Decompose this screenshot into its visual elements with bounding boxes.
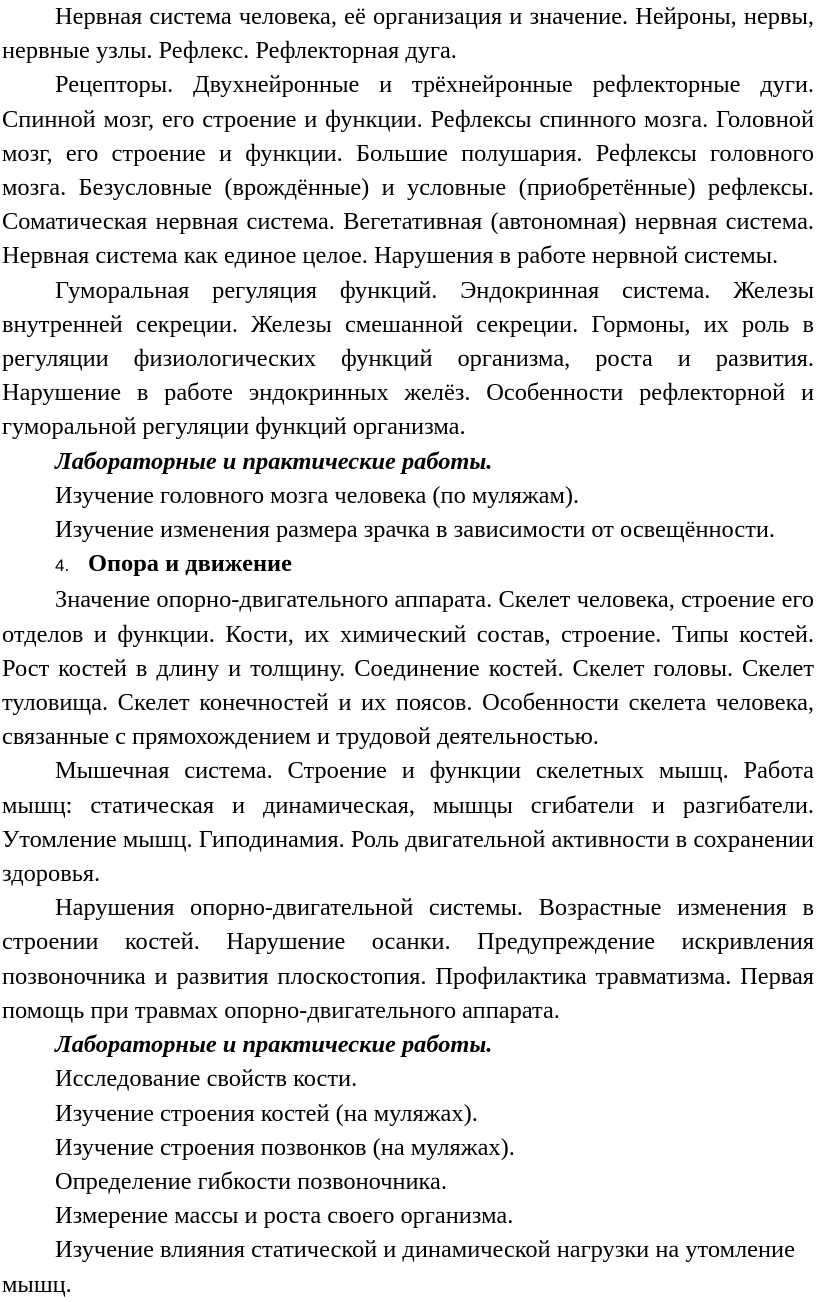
lab-work-item: Изучение строения костей (на муляжах). xyxy=(55,1099,478,1127)
paragraph-nervous-system-intro: Нервная система человека, её организация и значение. Нейроны, нервы, нервные узлы. Рефлекс. Рефлекторная дуга. xyxy=(2,3,814,65)
lab-work-item: Изучение строения позвонков (на муляжах). xyxy=(55,1133,515,1161)
document-page xyxy=(2,0,814,1302)
section-heading xyxy=(2,547,814,583)
lab-work-item: Измерение массы и роста своего организма. xyxy=(55,1202,514,1230)
section-title: Опора и движение xyxy=(88,550,292,578)
lab-works-heading: Лабораторные и практические работы. xyxy=(55,447,493,475)
paragraph-reflex-arcs-brain: Рецепторы. Двухнейронные и трёхнейронные рефлекторные дуги. Спинной мозг, его строение и функции. Рефлексы спинного мозга. Головной мозг, его строение и функции. Большие полушария. Рефлексы головного мозга. Безусловные (врождённые) и условные (приобретённые) рефлексы. Соматическая нервная система. Вегетативная (автономная) нервная система. Нервная система как единое целое. Нарушения в работе нервной системы. xyxy=(2,71,814,270)
lab-work-item: Изучение головного мозга человека (по муляжам). xyxy=(55,481,580,509)
section-number: 4. xyxy=(55,556,70,576)
lab-work-item: Определение гибкости позвоночника. xyxy=(55,1167,447,1195)
paragraph-muscles: Мышечная система. Строение и функции скелетных мышц. Работа мышц: статическая и динамическая, мышцы сгибатели и разгибатели. Утомление мышц. Гиподинамия. Роль двигательной активности в сохранении здоровья. xyxy=(2,757,814,888)
paragraph-humoral-regulation: Гуморальная регуляция функций. Эндокринная система. Железы внутренней секреции. Железы смешанной секреции. Гормоны, их роль в регуляции физиологических функций организма, роста и развития. Нарушение в работе эндокринных желёз. Особенности рефлекторной и гуморальной регуляции функций организма. xyxy=(2,276,814,441)
lab-work-item: Исследование свойств кости. xyxy=(55,1065,358,1093)
lab-work-item: Изучение изменения размера зрачка в зависимости от освещённости. xyxy=(55,516,775,544)
paragraph-skeleton: Значение опорно-двигательного аппарата. Скелет человека, строение его отделов и функции. Кости, их химический состав, строение. Типы костей. Рост костей в длину и толщину. Соединение костей. Скелет головы. Скелет туловища. Скелет конечностей и их поясов. Особенности скелета человека, связанные с прямохождением и трудовой деятельностью. xyxy=(2,586,814,751)
lab-work-item-last: Изучение влияния статической и динамической нагрузки на утомление мышц. xyxy=(2,1236,795,1298)
lab-works-heading: Лабораторные и практические работы. xyxy=(55,1031,493,1059)
paragraph-musculoskeletal-disorders: Нарушения опорно-двигательной системы. Возрастные изменения в строении костей. Нарушение осанки. Предупреждение искривления позвоночника и развития плоскостопия. Профилактика травматизма. Первая помощь при травмах опорно-двигательного аппарата. xyxy=(2,894,814,1024)
